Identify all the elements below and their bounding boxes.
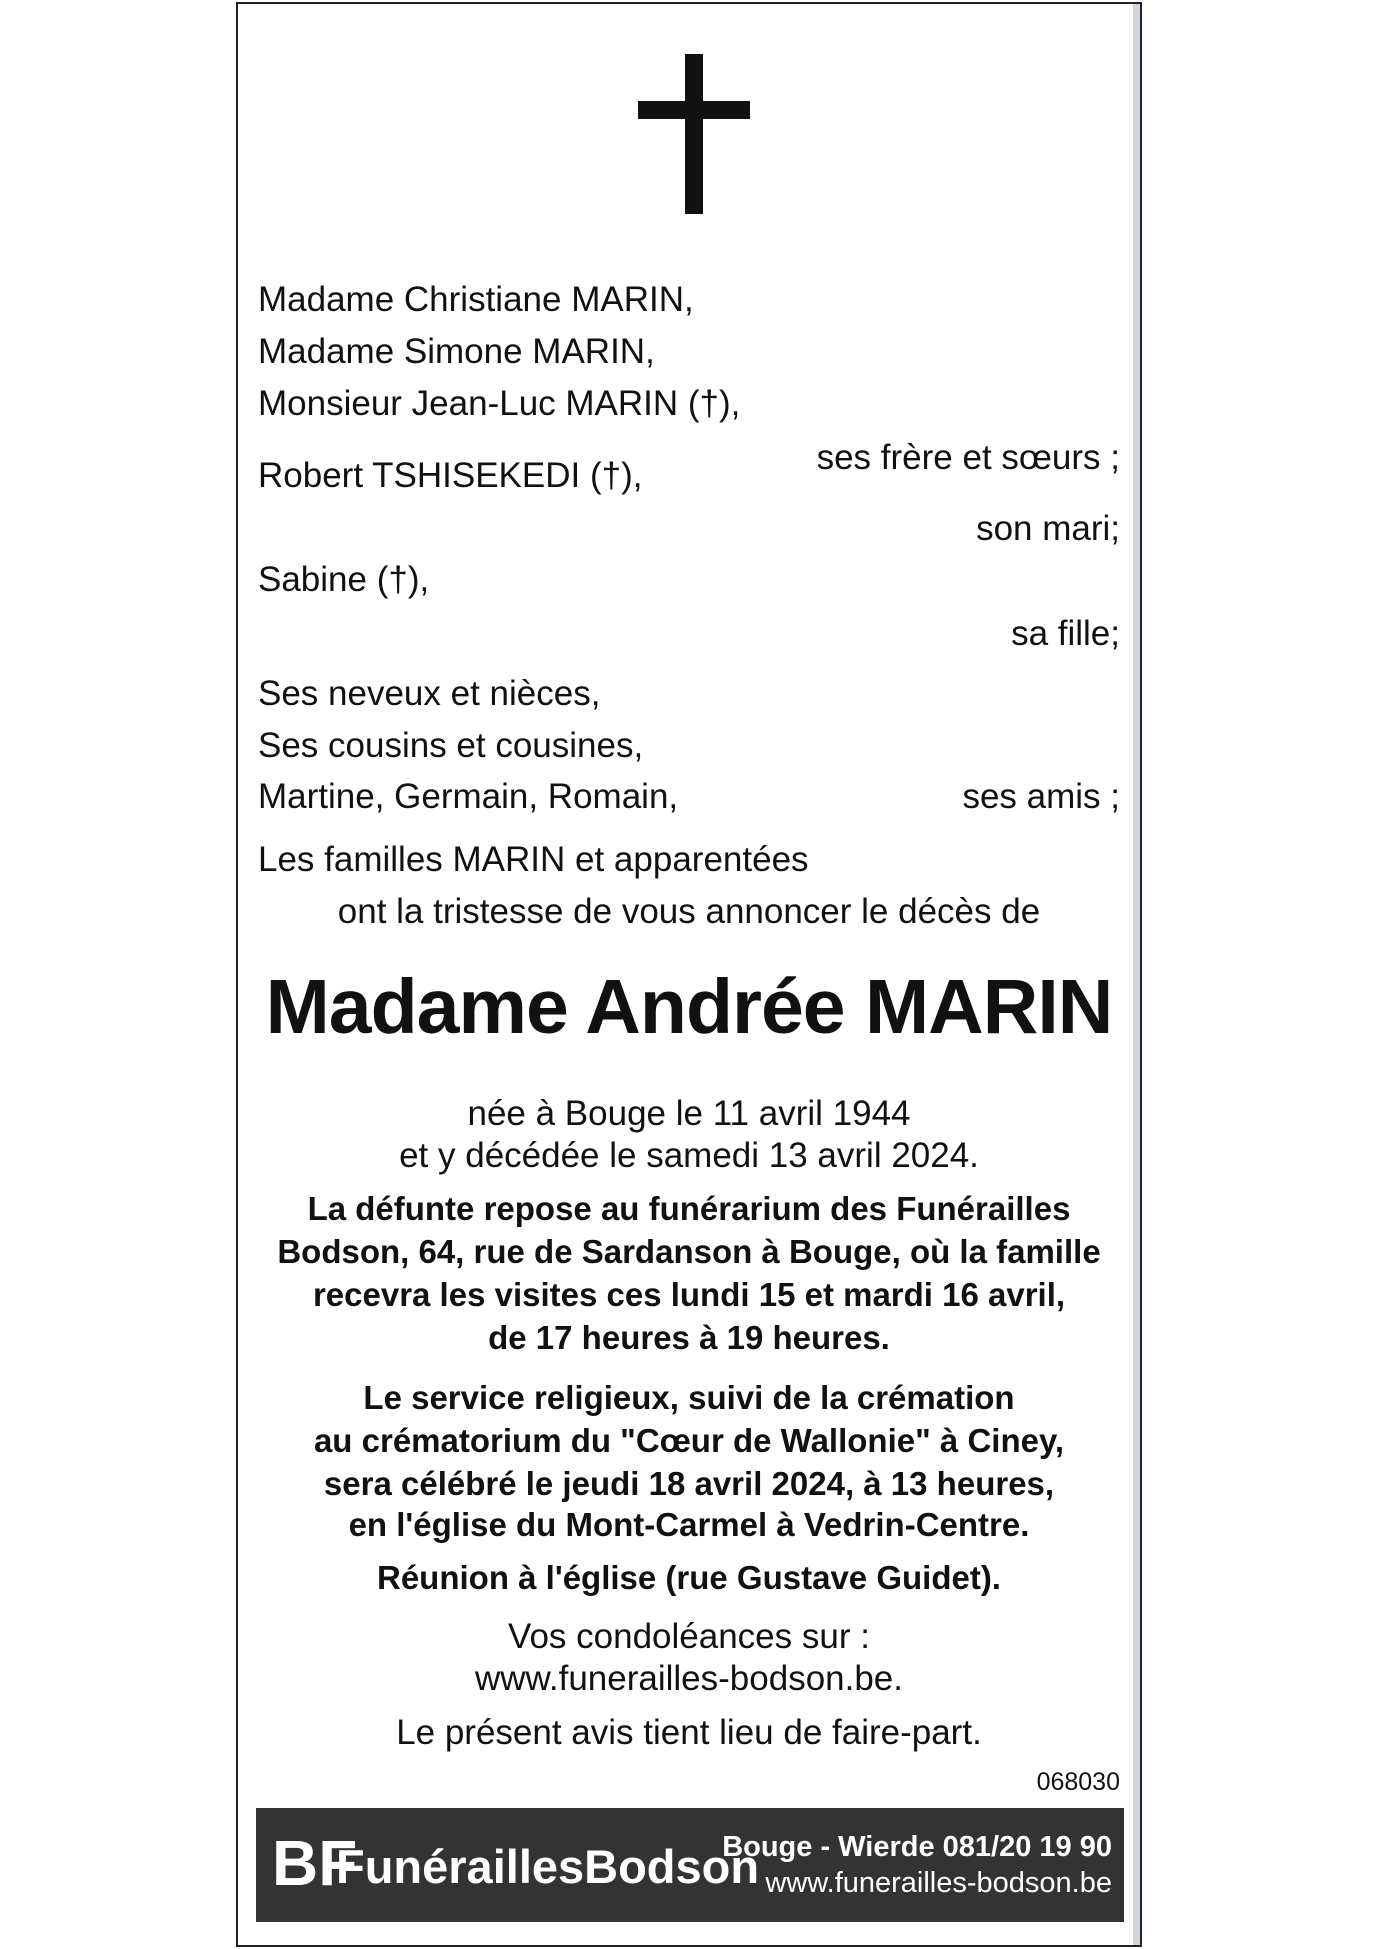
reference-number: 068030 xyxy=(1036,1768,1120,1796)
relation-siblings: ses frère et sœurs ; xyxy=(816,438,1120,477)
deceased-name: Madame Andrée MARIN xyxy=(265,964,1113,1050)
announcement-line: ont la tristesse de vous annoncer le décès de xyxy=(337,892,1041,931)
funeral-home-footer xyxy=(256,1808,1124,1922)
relation-friends: ses amis ; xyxy=(962,777,1120,816)
family-line-robert: Robert TSHISEKEDI (†), xyxy=(258,456,643,495)
service-line: Le service religieux, suivi de la crémation xyxy=(363,1379,1015,1416)
death-notice xyxy=(236,2,1142,1947)
family-line-nephews: Ses neveux et nièces, xyxy=(258,674,601,713)
family-line-families: Les familles MARIN et apparentées xyxy=(258,840,809,879)
cross-horizontal-bar xyxy=(638,101,750,119)
bodson-logo-icon: BF xyxy=(272,1827,358,1899)
visitation-line: La défunte repose au funérarium des Funérailles xyxy=(307,1190,1071,1227)
service-line: au crématorium du "Cœur de Wallonie" à Ciney, xyxy=(313,1422,1065,1459)
family-line-sabine: Sabine (†), xyxy=(258,560,430,599)
service-line: en l'église du Mont-Carmel à Vedrin-Centre. xyxy=(348,1506,1030,1543)
condolences-label: Vos condoléances sur : xyxy=(508,1617,870,1656)
visitation-line: de 17 heures à 19 heures. xyxy=(488,1319,890,1356)
service-meeting-line: Réunion à l'église (rue Gustave Guidet). xyxy=(377,1559,1001,1596)
family-line-cousins: Ses cousins et cousines, xyxy=(258,726,644,765)
relation-daughter: sa fille; xyxy=(1011,614,1120,653)
notice-statement: Le présent avis tient lieu de faire-part. xyxy=(396,1713,982,1752)
cross-vertical-bar xyxy=(685,54,703,214)
funeral-home-website[interactable]: www.funerailles-bodson.be xyxy=(765,1867,1112,1899)
family-line-simone: Madame Simone MARIN, xyxy=(258,332,655,371)
visitation-line: recevra les visites ces lundi 15 et mardi 16 avril, xyxy=(312,1276,1066,1313)
condolences-website[interactable]: www.funerailles-bodson.be. xyxy=(474,1659,903,1698)
family-line-jean-luc: Monsieur Jean-Luc MARIN (†), xyxy=(258,384,741,423)
birth-line: née à Bouge le 11 avril 1944 xyxy=(467,1094,911,1133)
visitation-line: Bodson, 64, rue de Sardanson à Bouge, où la famille xyxy=(277,1233,1101,1270)
service-line: sera célébré le jeudi 18 avril 2024, à 13 heures, xyxy=(323,1465,1055,1502)
family-line-friends-names: Martine, Germain, Romain, xyxy=(258,777,679,816)
funeral-home-location-phone: Bouge - Wierde 081/20 19 90 xyxy=(722,1831,1112,1863)
funeral-home-brand: FunéraillesBodson xyxy=(336,1840,760,1893)
family-line-christiane: Madame Christiane MARIN, xyxy=(258,280,694,319)
latin-cross-icon xyxy=(638,54,750,214)
death-line: et y décédée le samedi 13 avril 2024. xyxy=(399,1136,979,1175)
relation-husband: son mari; xyxy=(976,509,1120,548)
